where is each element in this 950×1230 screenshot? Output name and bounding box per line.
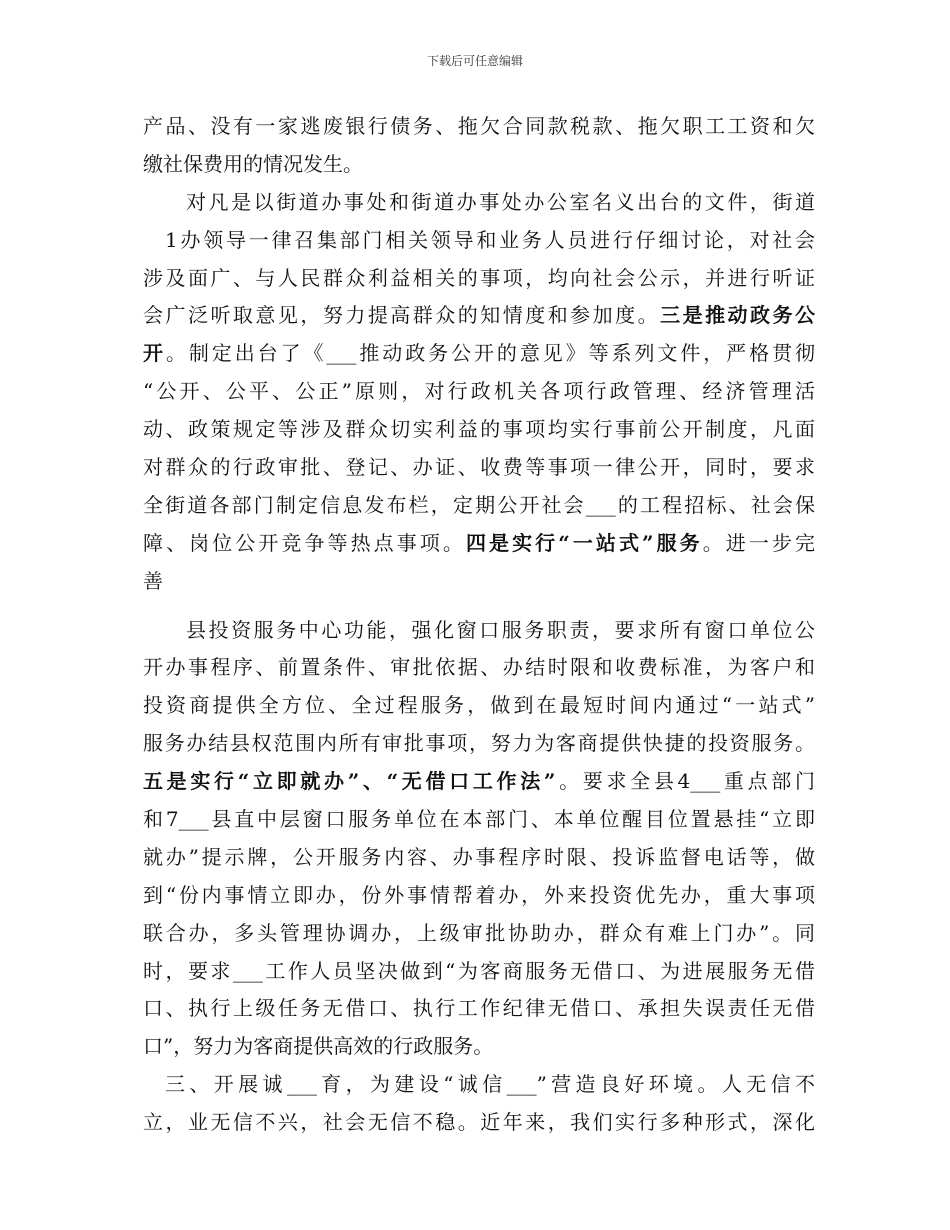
text-line xyxy=(143,373,815,411)
text-line xyxy=(143,649,815,687)
text-run: 对凡是以街道办事处和街道办事处办公室名义出台的文件，街道 xyxy=(186,189,815,214)
bold-run: 五是实行“立即就办”、“无借口工作法” xyxy=(143,769,556,794)
text-run: “公开、公平、公正”原则，对行政机关各项行政管理、经济管理活 xyxy=(143,379,815,404)
text-line xyxy=(143,563,815,601)
text-run: 服务办结县权范围内所有审批事项，努力为客商提供快捷的投资服务。 xyxy=(143,731,815,756)
text-run: 口”，努力为客商提供高效的行政服务。 xyxy=(143,1034,494,1059)
text-run: 投资商提供全方位、全过程服务，做到在最短时间内通过“一站式” xyxy=(143,693,815,718)
text-run: 全街道各部门制定信息发布栏，定期公开社会___的工程招标、社会保 xyxy=(143,492,815,517)
text-line xyxy=(143,108,815,146)
text-line xyxy=(143,184,815,222)
text-line xyxy=(143,915,815,953)
text-line xyxy=(143,411,815,449)
text-run: 到“份内事情立即办，份外事情帮着办，外来投资优先办，重大事项 xyxy=(143,882,815,907)
text-line xyxy=(143,222,815,260)
text-run: 对群众的行政审批、登记、办证、收费等事项一律公开，同时，要求 xyxy=(143,455,815,480)
text-line xyxy=(143,449,815,487)
text-line xyxy=(143,487,815,525)
text-line xyxy=(143,839,815,877)
text-line xyxy=(143,297,815,335)
text-line xyxy=(143,725,815,763)
text-line xyxy=(143,801,815,839)
text-run: 立，业无信不兴，社会无信不稳。近年来，我们实行多种形式，深化 xyxy=(143,1110,815,1135)
text-line xyxy=(143,953,815,991)
text-run: 县投资服务中心功能，强化窗口服务职责，要求所有窗口单位公 xyxy=(186,617,815,642)
text-run: 涉及面广、与人民群众利益相关的事项，均向社会公示，并进行听证 xyxy=(143,265,815,290)
text-run: 时，要求___工作人员坚决做到“为客商服务无借口、为进展服务无借 xyxy=(143,958,815,983)
text-line xyxy=(143,877,815,915)
text-line xyxy=(143,525,815,563)
bold-run: 四是实行“一站式”服务 xyxy=(465,530,703,555)
document-body xyxy=(143,108,815,1142)
text-run: 和7___县直中层窗口服务单位在本部门、本单位醒目位置悬挂“立即 xyxy=(143,807,815,832)
text-line xyxy=(143,260,815,298)
text-line xyxy=(143,146,815,184)
text-run: 产品、没有一家逃废银行债务、拖欠合同款税款、拖欠职工工资和欠 xyxy=(143,114,815,138)
text-run: 。制定出台了《___推动政务公开的意见》等系列文件，严格贯彻 xyxy=(165,341,816,366)
text-run: 缴社保费用的情况发生。 xyxy=(143,151,363,176)
text-line xyxy=(143,687,815,725)
text-run: 开办事程序、前置条件、审批依据、办结时限和收费标准，为客户和 xyxy=(143,655,815,680)
text-run: 善 xyxy=(143,568,163,593)
text-run: 。要求全县4___重点部门 xyxy=(555,769,815,794)
page-header: 下载后可任意编辑 xyxy=(426,54,523,68)
bold-run: 三是推动政务公 xyxy=(660,303,816,328)
paragraph-gap xyxy=(143,601,815,612)
text-run: 障、岗位公开竞争等热点事项。 xyxy=(143,530,466,555)
text-run: 联合办，多头管理协调办，上级审批协助办，群众有难上门办”。同 xyxy=(143,920,815,945)
text-line xyxy=(143,1066,815,1104)
text-line xyxy=(143,612,815,650)
text-run: 会广泛听取意见，努力提高群众的知情度和参加度。 xyxy=(143,303,661,328)
bold-run: 开 xyxy=(143,341,166,366)
text-run: 。进一步完 xyxy=(702,530,816,555)
text-run: 1办领导一律召集部门相关领导和业务人员进行仔细讨论，对社会 xyxy=(165,227,815,252)
text-run: 三、开展诚___育，为建设“诚信___”营造良好环境。人无信不 xyxy=(165,1072,815,1097)
text-run: 就办”提示牌，公开服务内容、办事程序时限、投诉监督电话等，做 xyxy=(143,844,815,869)
text-run: 口、执行上级任务无借口、执行工作纪律无借口、承担失误责任无借 xyxy=(143,996,815,1021)
text-line xyxy=(143,1104,815,1142)
text-line xyxy=(143,763,815,801)
text-line xyxy=(143,335,815,373)
text-line xyxy=(143,990,815,1028)
text-run: 动、政策规定等涉及群众切实利益的事项均实行事前公开制度，凡面 xyxy=(143,417,815,442)
text-line xyxy=(143,1028,815,1066)
